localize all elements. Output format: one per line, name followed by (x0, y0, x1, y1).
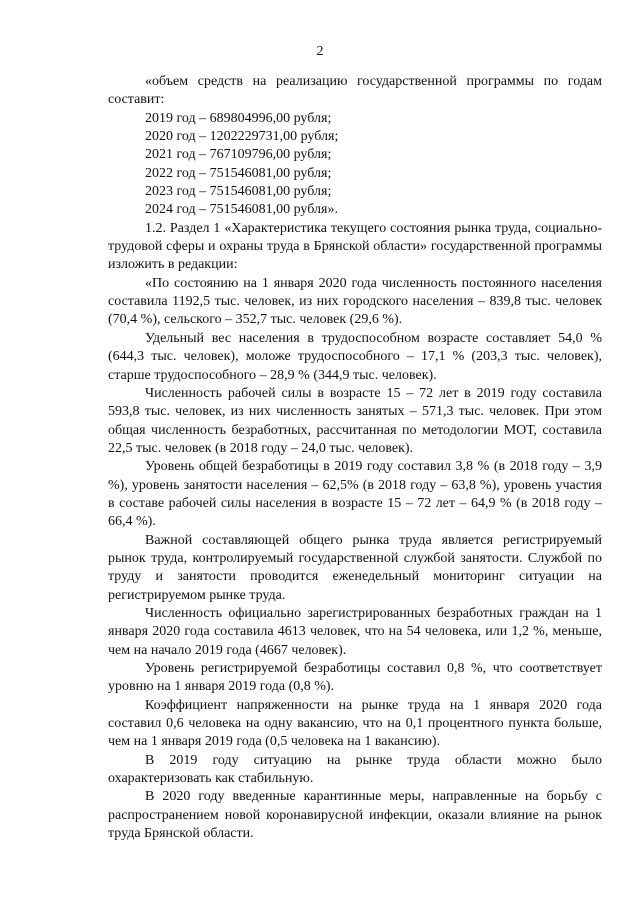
quarantine-paragraph: В 2020 году введенные карантинные меры, направленные на борьбу с распространением новой коронавирусной инфекции, оказали влияние на рынок труда Брянской области. (108, 789, 602, 842)
population-paragraph: «По состоянию на 1 января 2020 года численность постоянного населения составила 1192,5 тыс. человек, из них городского населения – 839,8 тыс. человек (70,4 %), сельского – 352,7 тыс. человек (29,6 %). (108, 275, 602, 328)
budget-year-2023: 2023 год – 751546081,00 рубля; (145, 184, 332, 200)
unemployment-rate-paragraph: Уровень общей безработицы в 2019 году составил 3,8 % (в 2018 году – 3,9 %), уровень занятости населения – 62,5% (в 2018 году – 63,8 %), уровень участия в составе рабочей силы населения в возрасте 15 – 72 лет – 64,9 % (в 2018 году – 66,4 %). (108, 459, 602, 530)
budget-year-2019: 2019 год – 689804996,00 рубля; (145, 110, 332, 126)
document-body (108, 73, 602, 843)
section-amendment-paragraph: 1.2. Раздел 1 «Характеристика текущего состояния рынка труда, социально-трудовой сферы и охраны труда в Брянской области» государственной программы изложить в редакции: (108, 220, 602, 273)
labor-force-paragraph: Численность рабочей силы в возрасте 15 – 72 лет в 2019 году составила 593,8 тыс. человек, из них численность занятых – 571,3 тыс. человек. При этом общая численность безработных, рассчитанная по методологии МОТ, составила 22,5 тыс. человек (в 2018 году – 24,0 тыс. человек). (108, 385, 602, 456)
registered-rate-paragraph: Уровень регистрируемой безработицы составил 0,8 %, что соответствует уровню на 1 января 2019 года (0,8 %). (108, 661, 602, 695)
budget-year-2024: 2024 год – 751546081,00 рубля». (145, 202, 338, 218)
tension-coefficient-paragraph: Коэффициент напряженности на рынке труда на 1 января 2020 года составил 0,6 человека на одну вакансию, что на 0,1 процентного пункта больше, чем на 1 января 2019 года (0,5 человека на 1 вакансию). (108, 697, 602, 750)
registered-unemployed-paragraph: Численность официально зарегистрированных безработных граждан на 1 января 2020 года составила 4613 человек, что на 54 человека, или 1,2 %, меньше, чем на начало 2019 года (4667 человек). (108, 605, 602, 658)
page-number: 2 (316, 44, 324, 59)
stability-paragraph: В 2019 году ситуацию на рынке труда области можно было охарактеризовать как стабильную. (108, 752, 602, 787)
budget-year-2020: 2020 год – 1202229731,00 рубля; (145, 129, 339, 145)
budget-year-2022: 2022 год – 751546081,00 рубля; (145, 165, 332, 181)
budget-year-2021: 2021 год – 767109796,00 рубля; (145, 147, 332, 163)
budget-intro-paragraph: «объем средств на реализацию государственной программы по годам составит: (108, 74, 602, 108)
registered-market-paragraph: Важной составляющей общего рынка труда является регистрируемый рынок труда, контролируемый государственной службой занятости. Службой по труду и занятости проводится еженедельный мониторинг ситуации на регистрируемом рынке труда. (108, 532, 602, 603)
working-age-paragraph: Удельный вес населения в трудоспособном возрасте составляет 54,0 % (644,3 тыс. человек), моложе трудоспособного – 17,1 % (203,3 тыс. человек), старше трудоспособного – 28,9 % (344,9 тыс. человек). (108, 330, 602, 383)
